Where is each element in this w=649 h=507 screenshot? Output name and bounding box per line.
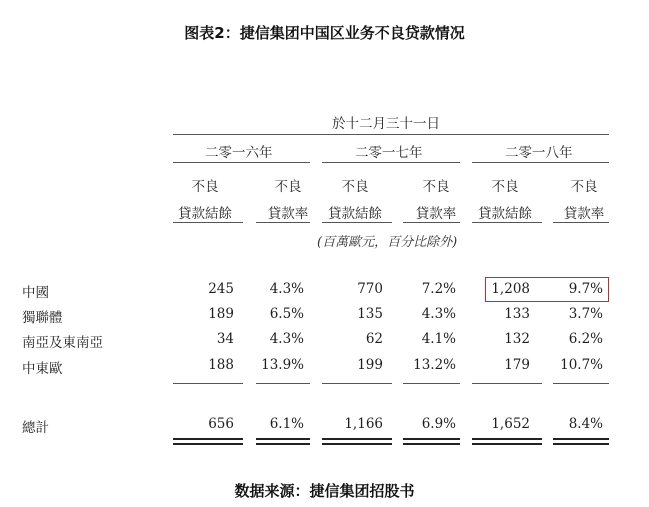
- total-cell: 1,652: [491, 416, 530, 432]
- col-header-2018-balance: [470, 174, 540, 228]
- table-cell: 133: [504, 306, 530, 322]
- table-cell: 770: [357, 281, 383, 297]
- total-cell: 8.4%: [568, 416, 603, 432]
- table-cell: 132: [504, 331, 530, 347]
- data-source-note: 数据来源：捷信集团招股书: [234, 482, 415, 500]
- chart-title: 图表2：捷信集团中国区业务不良贷款情况: [184, 24, 465, 42]
- total-double-rule-2017-balance: [322, 438, 392, 445]
- table-cell: 4.1%: [421, 331, 456, 347]
- table-cell: 4.3%: [269, 331, 304, 347]
- year-header-2016: 二零一六年: [205, 145, 273, 161]
- row-label: 南亞及東南亞: [22, 335, 103, 351]
- col-header-line2: 貸款率: [415, 206, 457, 222]
- table-cell: 1,208: [491, 281, 530, 297]
- table-cell: 3.7%: [568, 306, 603, 322]
- table-cell: 10.7%: [560, 357, 603, 373]
- col-header-line1: 不良: [341, 179, 369, 195]
- col-header-line1: 不良: [191, 179, 219, 195]
- colhead-rule-2016-rate: [256, 222, 310, 223]
- year-rule-2017: [322, 162, 460, 163]
- colhead-rule-2018-balance: [472, 222, 542, 223]
- col-header-line2: 貸款率: [563, 206, 605, 222]
- total-double-rule-2016-balance: [173, 438, 243, 445]
- china-2018-highlight-box: [485, 277, 609, 302]
- table-cell: 4.3%: [269, 281, 304, 297]
- year-rule-2018: [472, 162, 609, 163]
- total-label: 總計: [22, 420, 49, 436]
- table-cell: 188: [208, 357, 234, 373]
- col-header-line2: 貸款結餘: [478, 206, 532, 222]
- total-cell: 6.1%: [269, 416, 304, 432]
- col-header-line2: 貸款結餘: [178, 206, 232, 222]
- table-cell: 9.7%: [568, 281, 603, 297]
- table-cell: 199: [357, 357, 383, 373]
- table-cell: 7.2%: [421, 281, 456, 297]
- subtotal-rule-2018-balance: [472, 383, 542, 384]
- table-cell: 62: [365, 331, 383, 347]
- table-cell: 135: [357, 306, 383, 322]
- subtotal-rule-2018-rate: [553, 383, 609, 384]
- table-cell: 6.5%: [269, 306, 304, 322]
- subtotal-rule-2016-rate: [256, 383, 310, 384]
- colhead-rule-2016-balance: [173, 222, 243, 223]
- col-header-2017-balance: [320, 174, 390, 228]
- table-cell: 179: [504, 357, 530, 373]
- colhead-rule-2018-rate: [553, 222, 609, 223]
- colhead-rule-2017-balance: [322, 222, 392, 223]
- subtotal-rule-2017-rate: [403, 383, 460, 384]
- subtotal-rule-2016-balance: [173, 383, 243, 384]
- col-header-2018-rate: [558, 174, 610, 228]
- total-double-rule-2018-rate: [553, 438, 609, 445]
- header-rule-top: [173, 134, 609, 135]
- col-header-line2: 貸款率: [267, 206, 309, 222]
- col-header-2017-rate: [410, 174, 462, 228]
- row-label: 中東歐: [22, 361, 63, 377]
- total-cell: 656: [208, 416, 234, 432]
- subtotal-rule-2017-balance: [322, 383, 392, 384]
- year-header-2017: 二零一七年: [355, 145, 423, 161]
- unit-note: (百萬歐元，百分比除外): [317, 235, 458, 250]
- table-cell: 245: [208, 281, 234, 297]
- total-double-rule-2018-balance: [472, 438, 542, 445]
- year-header-2018: 二零一八年: [505, 145, 573, 161]
- col-header-2016-rate: [262, 174, 314, 228]
- date-header: 於十二月三十一日: [332, 116, 440, 132]
- colhead-rule-2017-rate: [403, 222, 460, 223]
- table-cell: 189: [208, 306, 234, 322]
- row-label: 獨聯體: [22, 310, 63, 326]
- table-cell: 6.2%: [568, 331, 603, 347]
- table-cell: 13.2%: [413, 357, 456, 373]
- table-cell: 4.3%: [421, 306, 456, 322]
- total-cell: 6.9%: [421, 416, 456, 432]
- year-rule-2016: [173, 162, 310, 163]
- total-cell: 1,166: [344, 416, 383, 432]
- col-header-2016-balance: [170, 174, 240, 228]
- col-header-line1: 不良: [422, 179, 450, 195]
- col-header-line1: 不良: [491, 179, 519, 195]
- col-header-line2: 貸款結餘: [328, 206, 382, 222]
- table-cell: 13.9%: [261, 357, 304, 373]
- total-double-rule-2016-rate: [256, 438, 310, 445]
- row-label: 中國: [22, 285, 49, 301]
- col-header-line1: 不良: [274, 179, 302, 195]
- col-header-line1: 不良: [570, 179, 598, 195]
- total-double-rule-2017-rate: [403, 438, 460, 445]
- table-cell: 34: [216, 331, 234, 347]
